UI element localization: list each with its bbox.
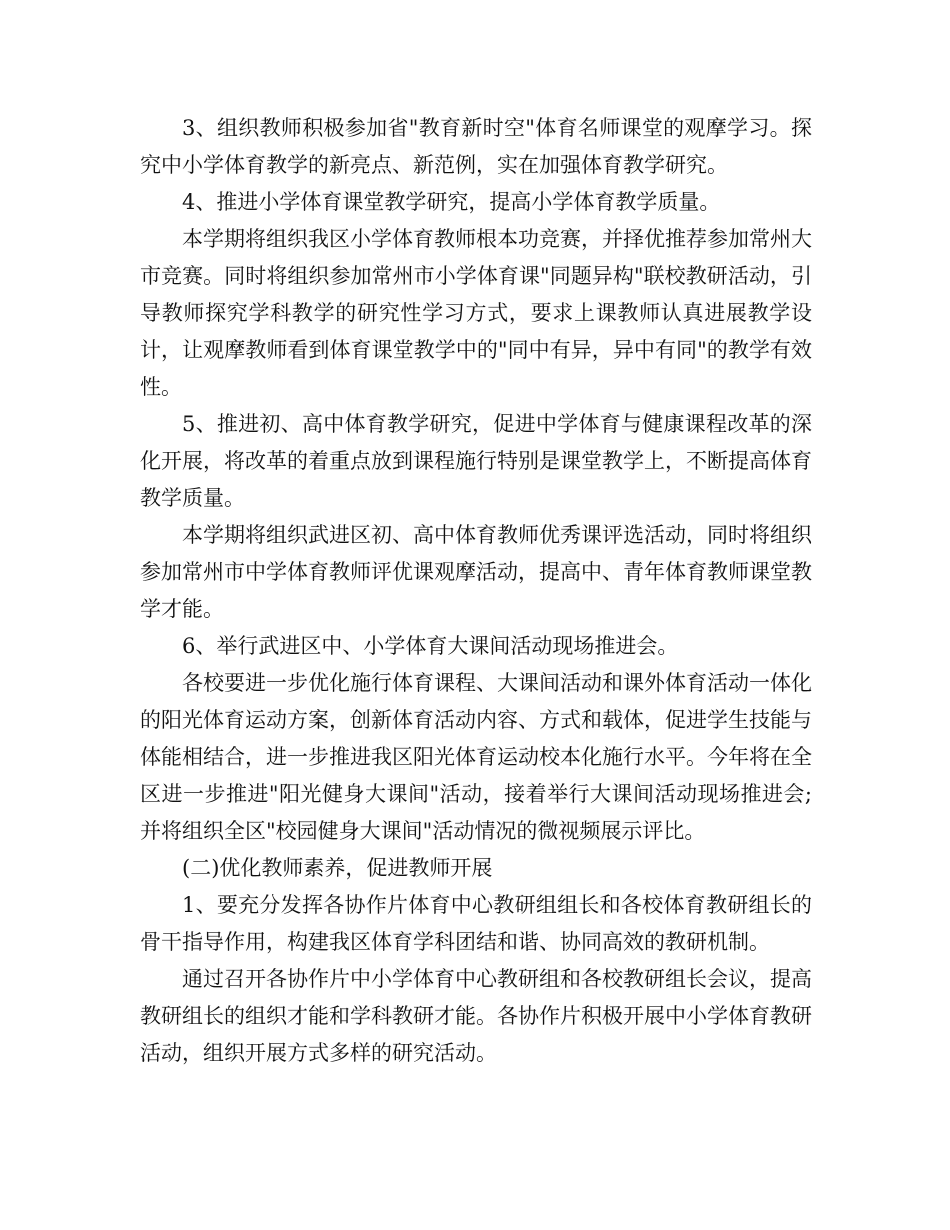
paragraph-item-6: 6、举行武进区中、小学体育大课间活动现场推进会。 <box>182 634 679 658</box>
paragraph-primary-pe-competition: 本学期将组织我区小学体育教师根本功竞赛，并择优推荐参加常州大市竞赛。同时将组织参加常州市小学体育课"同题异构"联校教研活动，引导教师探究学科教学的研究性学习方式，要求上课教师认真进展教学设计，让观摩教师看到体育课堂教学中的"同中有异，异中有同"的教学有效性。 <box>140 227 812 399</box>
paragraph-teaching-research-meetings: 通过召开各协作片中小学体育中心教研组和各校教研组长会议，提高教研组长的组织才能和学科教研才能。各协作片积极开展中小学体育教研活动，组织开展方式多样的研究活动。 <box>140 967 812 1065</box>
document-body <box>140 110 812 1072</box>
paragraph-sunshine-sports-plan: 各校要进一步优化施行体育课程、大课间活动和课外体育活动一体化的阳光体育运动方案，创新体育活动内容、方式和载体，促进学生技能与体能相结合，进一步推进我区阳光体育运动校本化施行水平。今年将在全区进一步推进"阳光健身大课间"活动，接着举行大课间活动现场推进会;并将组织全区"校园健身大课间"活动情况的微视频展示评比。 <box>140 671 812 843</box>
paragraph-teacher-item-1: 1、要充分发挥各协作片体育中心教研组组长和各校体育教研组长的骨干指导作用，构建我区体育学科团结和谐、协同高效的教研机制。 <box>140 893 812 954</box>
paragraph-item-3: 3、组织教师积极参加省"教育新时空"体育名师课堂的观摩学习。探究中小学体育教学的新亮点、新范例，实在加强体育教学研究。 <box>140 116 812 177</box>
paragraph-item-5: 5、推进初、高中体育教学研究，促进中学体育与健康课程改革的深化开展，将改革的着重点放到课程施行特别是课堂教学上，不断提高体育教学质量。 <box>140 412 812 510</box>
paragraph-item-4: 4、推进小学体育课堂教学研究，提高小学体育教学质量。 <box>182 190 721 214</box>
paragraph-secondary-pe-lesson-selection: 本学期将组织武进区初、高中体育教师优秀课评选活动，同时将组织参加常州市中学体育教师评优课观摩活动，提高中、青年体育教师课堂教学才能。 <box>140 523 812 621</box>
section-heading-teacher-quality: (二)优化教师素养，促进教师开展 <box>182 856 493 880</box>
